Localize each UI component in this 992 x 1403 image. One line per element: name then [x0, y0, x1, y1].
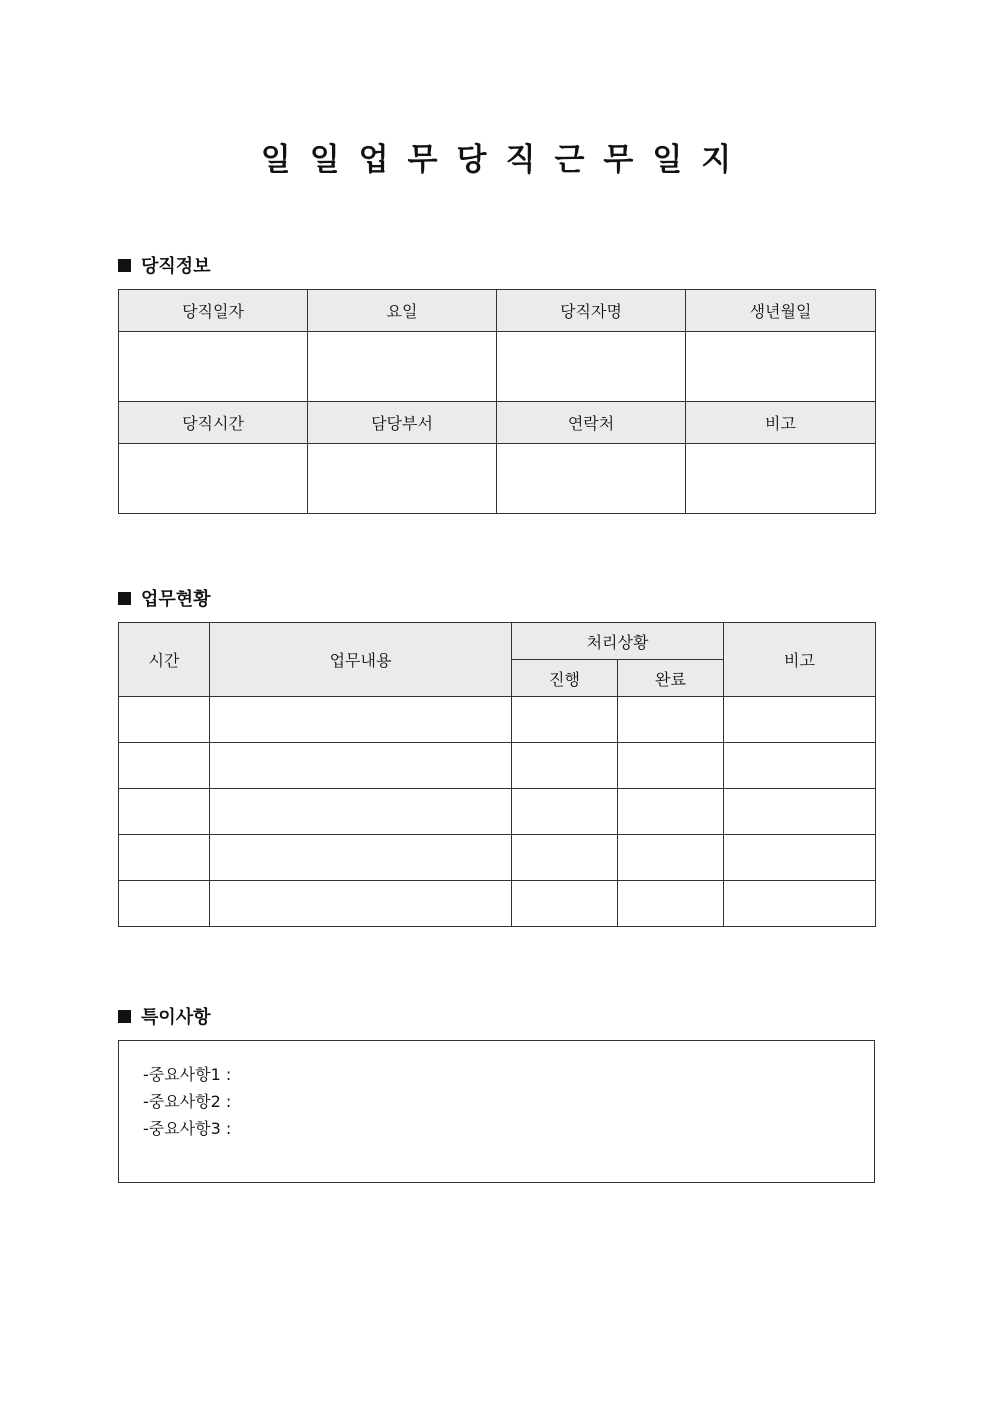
time-cell[interactable]	[119, 789, 210, 835]
duty-info-table	[118, 289, 876, 514]
contact-cell[interactable]	[497, 444, 686, 514]
header-remarks: 비고	[686, 402, 876, 444]
header-completed: 완료	[618, 660, 724, 697]
birth-date-cell[interactable]	[686, 332, 876, 402]
header-remarks: 비고	[724, 623, 876, 697]
work-content-cell[interactable]	[210, 835, 512, 881]
duty-date-cell[interactable]	[119, 332, 308, 402]
work-content-cell[interactable]	[210, 697, 512, 743]
department-cell[interactable]	[308, 444, 497, 514]
remarks-cell[interactable]	[724, 881, 876, 927]
special-notes-heading	[118, 1004, 211, 1028]
header-department: 담당부서	[308, 402, 497, 444]
header-day-of-week: 요일	[308, 290, 497, 332]
remarks-cell[interactable]	[724, 743, 876, 789]
in-progress-cell[interactable]	[512, 835, 618, 881]
document-title: 일일업무당직근무일지	[260, 142, 751, 178]
special-notes-heading-label: 특이사항	[141, 1007, 211, 1028]
in-progress-cell[interactable]	[512, 789, 618, 835]
work-status-rows	[119, 697, 876, 927]
table-row	[119, 835, 876, 881]
remarks-cell[interactable]	[724, 789, 876, 835]
work-status-heading-label: 업무현황	[141, 589, 211, 610]
time-cell[interactable]	[119, 697, 210, 743]
remarks-cell[interactable]	[724, 697, 876, 743]
in-progress-cell[interactable]	[512, 881, 618, 927]
completed-cell[interactable]	[618, 743, 724, 789]
header-work-content: 업무내용	[210, 623, 512, 697]
completed-cell[interactable]	[618, 697, 724, 743]
time-cell[interactable]	[119, 881, 210, 927]
work-content-cell[interactable]	[210, 881, 512, 927]
table-row	[119, 697, 876, 743]
time-cell[interactable]	[119, 743, 210, 789]
table-row	[119, 743, 876, 789]
header-duty-date: 당직일자	[119, 290, 308, 332]
work-status-table	[118, 622, 876, 927]
completed-cell[interactable]	[618, 835, 724, 881]
duty-info-heading-label: 당직정보	[141, 256, 211, 277]
work-status-heading	[118, 586, 211, 610]
header-duty-time: 당직시간	[119, 402, 308, 444]
header-birth-date: 생년월일	[686, 290, 876, 332]
in-progress-cell[interactable]	[512, 743, 618, 789]
table-row	[119, 789, 876, 835]
remarks-cell[interactable]	[686, 444, 876, 514]
day-of-week-cell[interactable]	[308, 332, 497, 402]
note-item: -중요사항1 :	[143, 1065, 232, 1084]
completed-cell[interactable]	[618, 789, 724, 835]
remarks-cell[interactable]	[724, 835, 876, 881]
square-bullet-icon	[118, 1010, 131, 1023]
header-in-progress: 진행	[512, 660, 618, 697]
in-progress-cell[interactable]	[512, 697, 618, 743]
header-contact: 연락처	[497, 402, 686, 444]
work-content-cell[interactable]	[210, 789, 512, 835]
special-notes-box[interactable]	[118, 1040, 875, 1183]
square-bullet-icon	[118, 592, 131, 605]
square-bullet-icon	[118, 259, 131, 272]
header-duty-person-name: 당직자명	[497, 290, 686, 332]
header-processing-status: 처리상황	[512, 623, 724, 660]
completed-cell[interactable]	[618, 881, 724, 927]
duty-person-name-cell[interactable]	[497, 332, 686, 402]
note-item: -중요사항3 :	[143, 1119, 232, 1138]
duty-time-cell[interactable]	[119, 444, 308, 514]
table-row	[119, 881, 876, 927]
work-content-cell[interactable]	[210, 743, 512, 789]
note-item: -중요사항2 :	[143, 1092, 232, 1111]
header-time: 시간	[119, 623, 210, 697]
time-cell[interactable]	[119, 835, 210, 881]
duty-info-heading	[118, 253, 211, 277]
